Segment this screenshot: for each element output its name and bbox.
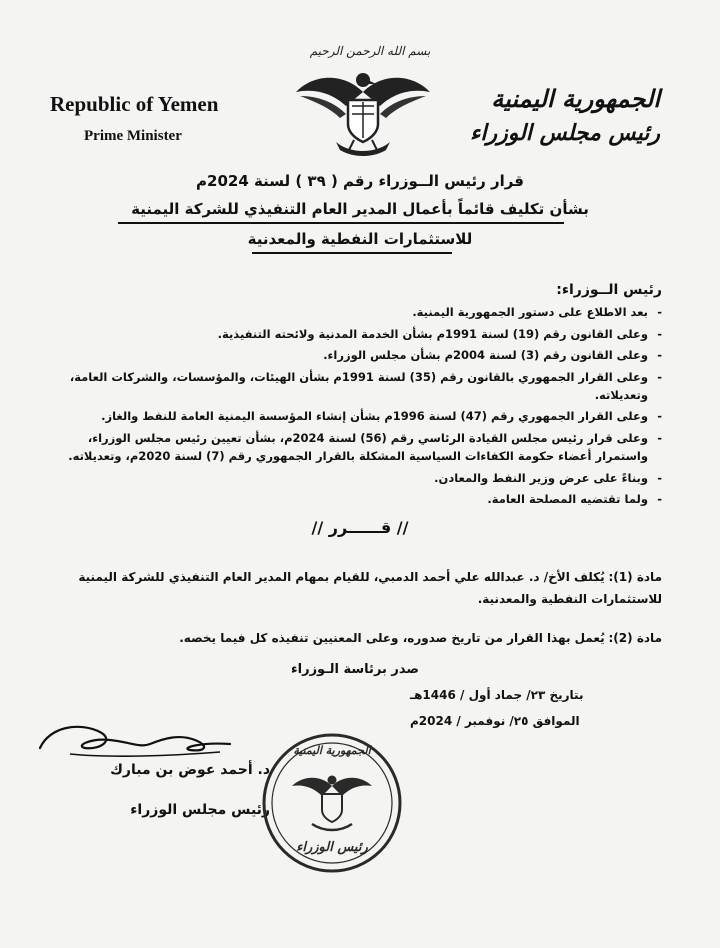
subject-underline xyxy=(118,222,564,224)
basmala: بسم الله الرحمن الرحيم xyxy=(309,44,431,58)
subject-underline xyxy=(252,252,452,254)
recital-item: - وبناءً على عرض وزير النفط والمعادن. xyxy=(42,469,662,487)
date-gregorian: الموافق ٢٥/ نوفمبر / 2024م xyxy=(410,714,580,728)
article-1-label: مادة (1): xyxy=(608,570,662,584)
article-2-label: مادة (2): xyxy=(608,631,662,645)
recital-item: - بعد الاطلاع على دستور الجمهورية اليمنية. xyxy=(42,303,662,321)
country-name-ar: الجمهورية اليمنية xyxy=(491,84,660,113)
article-1-text: يُكلف الأخ/ د. عبدالله علي أحمد الدمبي، للقيام بمهام المدير العام التنفيذي للشركة اليمنية للاستثمارات النفطية والمعدنية. xyxy=(78,570,662,606)
resolution-heading: // قــــــرر // xyxy=(311,518,409,537)
article-1 xyxy=(52,566,662,610)
date-hijri: بتاريخ ٢٣/ جماد أول / 1446هـ xyxy=(410,688,584,702)
recitals-list xyxy=(42,303,662,512)
office-name-en: Prime Minister xyxy=(84,128,182,144)
signatory-title: رئيس مجلس الوزراء xyxy=(130,802,270,818)
decree-subject-line-1: بشأن تكليف قائماً بأعمال المدير العام التنفيذي للشركة اليمنية xyxy=(131,200,589,218)
recital-item: - وعلى القانون رقم (19) لسنة 1991م بشأن الخدمة المدنية ولائحته التنفيذية. xyxy=(42,325,662,343)
recital-item: - وعلى القرار الجمهوري بالقانون رقم (35) لسنة 1991م بشأن الهيئات، والمؤسسات، والشركات العامة، وتعديلاته. xyxy=(42,368,662,404)
article-2-text: يُعمل بهذا القرار من تاريخ صدوره، وعلى المعنيين تنفيذه كل فيما يخصه. xyxy=(179,631,605,645)
official-stamp xyxy=(252,728,412,882)
stamp-bottom-text: رئيس الوزراء xyxy=(296,840,368,855)
recital-item: - وعلى القرار الجمهوري رقم (47) لسنة 1996م بشأن إنشاء المؤسسة اليمنية العامة للنفط والغاز. xyxy=(42,407,662,425)
country-name-en: Republic of Yemen xyxy=(50,92,219,116)
recital-item: - ولما تقتضيه المصلحة العامة. xyxy=(42,490,662,508)
stamp-top-text: الجمهورية اليمنية xyxy=(293,744,371,757)
article-2 xyxy=(52,628,662,648)
decree-title: قرار رئيس الــوزراء رقم ( ٣٩ ) لسنة 2024م xyxy=(196,172,524,190)
yemen-eagle-emblem-icon xyxy=(288,62,438,166)
issued-at: صدر برئاسة الـوزراء xyxy=(290,662,419,677)
recital-item: - وعلى قرار رئيس مجلس القيادة الرئاسي رقم (56) لسنة 2024م، بشأن تعيين رئيس مجلس الوزراء، واستمرار أعضاء حكومة الكفاءات السياسية المشكلة بالقرار الجمهوري رقم (7) لسنة 2020م، وتعديلاته. xyxy=(42,429,662,465)
signatory-name: د. أحمد عوض بن مبارك xyxy=(110,762,270,778)
preamble-heading: رئيس الــوزراء: xyxy=(556,282,662,298)
recital-item: - وعلى القانون رقم (3) لسنة 2004م بشأن مجلس الوزراء. xyxy=(42,346,662,364)
decree-subject-line-2: للاستثمارات النفطية والمعدنية xyxy=(247,230,473,248)
office-name-ar: رئيس مجلس الوزراء xyxy=(470,120,660,146)
